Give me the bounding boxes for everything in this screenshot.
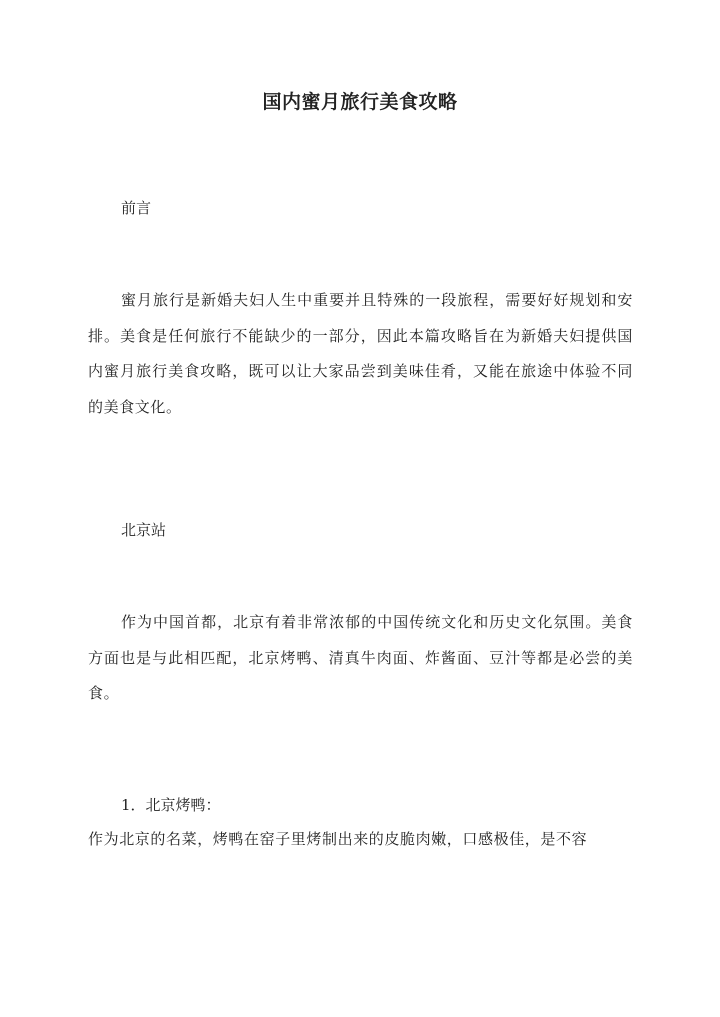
section-heading-preface: 前言 — [121, 199, 152, 217]
subsection-heading-roast-duck: 1．北京烤鸭： — [121, 796, 221, 814]
preface-paragraph: 蜜月旅行是新婚夫妇人生中重要并且特殊的一段旅程，需要好好规划和安排。美食是任何旅行不能缺少的一部分，因此本篇攻略旨在为新婚夫妇提供国内蜜月旅行美食攻略，既可以让大家品尝到美味佳肴，又能在旅途中体验不同的美食文化。 — [88, 291, 633, 416]
section-heading-beijing: 北京站 — [121, 521, 167, 539]
roast-duck-paragraph: 作为北京的名菜，烤鸭在窑子里烤制出来的皮脆肉嫩，口感极佳，是不容 — [88, 830, 588, 848]
beijing-paragraph: 作为中国首都，北京有着非常浓郁的中国传统文化和历史文化氛围。美食方面也是与此相匹配，北京烤鸭、清真牛肉面、炸酱面、豆汁等都是必尝的美食。 — [88, 613, 633, 703]
page-title: 国内蜜月旅行美食攻略 — [262, 91, 458, 113]
